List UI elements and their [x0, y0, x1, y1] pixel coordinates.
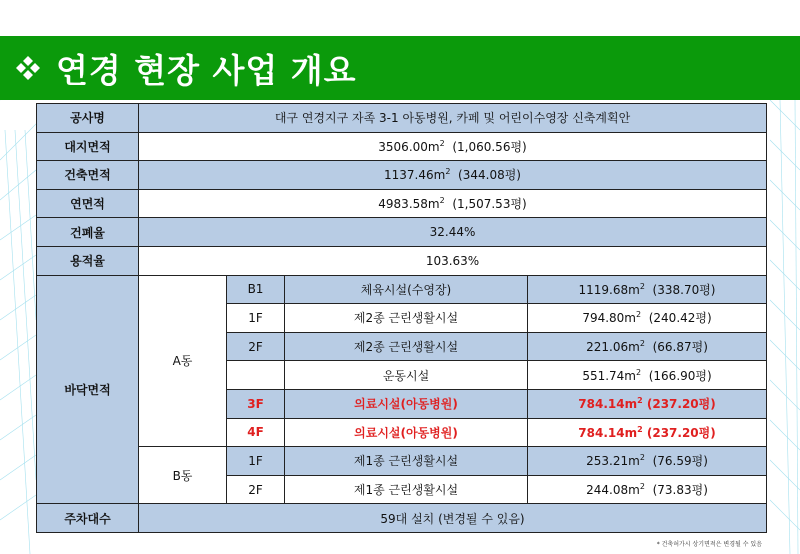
table-row [37, 161, 767, 190]
title-bar [0, 36, 800, 100]
table-row [37, 447, 767, 476]
floor-cell: 2F [227, 332, 285, 361]
use-cell: 제2종 근린생활시설 [285, 332, 528, 361]
floor-cell: B1 [227, 275, 285, 304]
floor-cell: 2F [227, 475, 285, 504]
area-cell: $551.74m^2$ (166.90평) [528, 361, 767, 390]
use-cell: 운동시설 [285, 361, 528, 390]
floor-area-label: 바닥면적 [37, 275, 139, 504]
row-label: 용적율 [37, 246, 139, 275]
floor-cell: 3F [227, 389, 285, 418]
row-label: 연면적 [37, 189, 139, 218]
area-cell: $794.80m^2$ (240.42평) [528, 304, 767, 333]
use-cell: 제1종 근린생활시설 [285, 475, 528, 504]
area-cell: $784.14m^2$ (237.20평) [528, 418, 767, 447]
row-value: 32.44% [139, 218, 767, 247]
row-label: 건폐율 [37, 218, 139, 247]
area-cell: $244.08m^2$ (73.83평) [528, 475, 767, 504]
row-label: 공사명 [37, 104, 139, 133]
floor-cell: 1F [227, 304, 285, 333]
table-row [37, 218, 767, 247]
top-strip [0, 0, 800, 36]
floor-cell [227, 361, 285, 390]
row-value: 103.63% [139, 246, 767, 275]
use-cell: 의료시설(아동병원) [285, 389, 528, 418]
use-cell: 제2종 근린생활시설 [285, 304, 528, 333]
row-value: 대구 연경지구 자족 3-1 아동병원, 카페 및 어린이수영장 신축계획안 [139, 104, 767, 133]
building-name: B동 [139, 447, 227, 504]
table-row [37, 189, 767, 218]
use-cell: 체육시설(수영장) [285, 275, 528, 304]
area-cell: $253.21m^2$ (76.59평) [528, 447, 767, 476]
table-row [37, 275, 767, 304]
parking-label: 주차대수 [37, 504, 139, 533]
parking-value: 59대 설치 (변경될 수 있음) [139, 504, 767, 533]
table-row [37, 246, 767, 275]
project-overview-table [36, 103, 767, 533]
row-value: $3506.00m^2$ (1,060.56평) [139, 132, 767, 161]
table-row [37, 132, 767, 161]
row-value: $4983.58m^2$ (1,507.53평) [139, 189, 767, 218]
floor-cell: 4F [227, 418, 285, 447]
row-value: $1137.46m^2$ (344.08평) [139, 161, 767, 190]
area-cell: $1119.68m^2$ (338.70평) [528, 275, 767, 304]
four-diamond-icon [14, 54, 42, 82]
page-title: 연경 현장 사업 개요 [56, 50, 357, 90]
building-name: A동 [139, 275, 227, 447]
use-cell: 제1종 근린생활시설 [285, 447, 528, 476]
floor-cell: 1F [227, 447, 285, 476]
area-cell: $784.14m^2$ (237.20평) [528, 389, 767, 418]
use-cell: 의료시설(아동병원) [285, 418, 528, 447]
row-label: 대지면적 [37, 132, 139, 161]
footnote: * 건축허가시 상기면적은 변경될 수 있음 [656, 541, 762, 548]
table-row [37, 104, 767, 133]
row-label: 건축면적 [37, 161, 139, 190]
table-row [37, 504, 767, 533]
area-cell: $221.06m^2$ (66.87평) [528, 332, 767, 361]
